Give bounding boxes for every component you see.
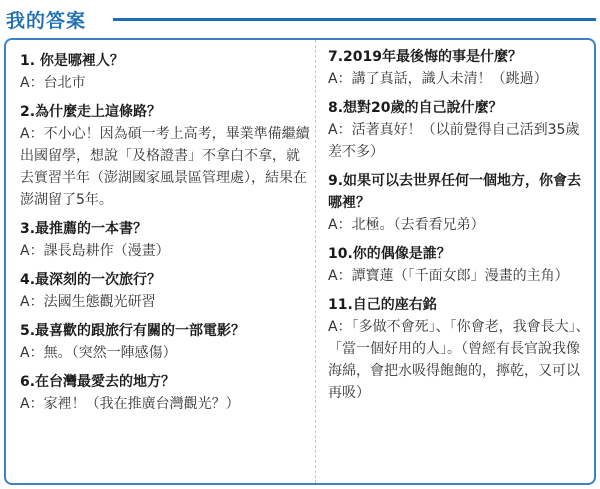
answer: A：無。（突然一陣感傷） — [20, 345, 177, 361]
title-rule — [113, 18, 596, 21]
question: 4.最深刻的一次旅行？ — [20, 272, 162, 288]
qa-item — [20, 101, 310, 211]
answer: A：譚寶蓮（「千面女郎」漫畫的主角） — [328, 268, 569, 284]
question: 5.最喜歡的跟旅行有關的一部電影？ — [20, 323, 246, 339]
right-column — [328, 46, 592, 404]
answer: A：講了真話，識人未清！（跳過） — [328, 71, 548, 87]
question: 10.你的偶像是誰？ — [328, 246, 451, 262]
answer: A：課長島耕作（漫畫） — [20, 243, 170, 259]
question: 7.2019年最後悔的事是什麼？ — [328, 49, 523, 65]
answer: A：家裡！（我在推廣台灣觀光？） — [20, 396, 240, 412]
qa-item — [328, 294, 592, 404]
answer: A：北極。（去看看兄弟） — [328, 217, 485, 233]
qa-item — [20, 371, 310, 415]
qa-item — [20, 218, 310, 262]
qa-item — [20, 50, 310, 94]
qa-card — [4, 38, 596, 485]
answer: A：不小心！因為碩一考上高考，畢業準備繼續出國留學，想說「及格證書」不拿白不拿，就去實習半年（澎湖國家風景區管理處），結果在澎湖留了5年。 — [20, 126, 310, 208]
answer: A：台北市 — [20, 75, 86, 91]
qa-item — [20, 269, 310, 313]
question: 1. 你是哪裡人？ — [20, 53, 124, 69]
question: 3.最推薦的一本書？ — [20, 221, 148, 237]
page-title: 我的答案 — [6, 10, 87, 32]
column-divider — [315, 40, 316, 483]
qa-item — [328, 46, 592, 90]
qa-item — [20, 320, 310, 364]
question: 8.想對20歲的自己說什麼？ — [328, 100, 503, 116]
qa-item — [328, 243, 592, 287]
question: 2.為什麼走上這條路？ — [20, 104, 162, 120]
left-column — [20, 50, 310, 415]
question: 6.在台灣最愛去的地方？ — [20, 374, 176, 390]
header — [0, 0, 600, 38]
answer: A：法國生態觀光研習 — [20, 294, 156, 310]
qa-item — [328, 97, 592, 163]
qa-item — [328, 170, 592, 236]
question: 9.如果可以去世界任何一個地方，你會去哪裡？ — [328, 173, 582, 211]
answer: A：活著真好！（以前覺得自己活到35歲差不多） — [328, 122, 580, 160]
answer: A：「多做不會死」、「你會老，我會長大」、「當一個好用的人」。（曾經有長官說我像海綿，會把水吸得飽飽的，擰乾，又可以再吸） — [328, 319, 590, 401]
question: 11.自己的座右銘 — [328, 297, 437, 313]
